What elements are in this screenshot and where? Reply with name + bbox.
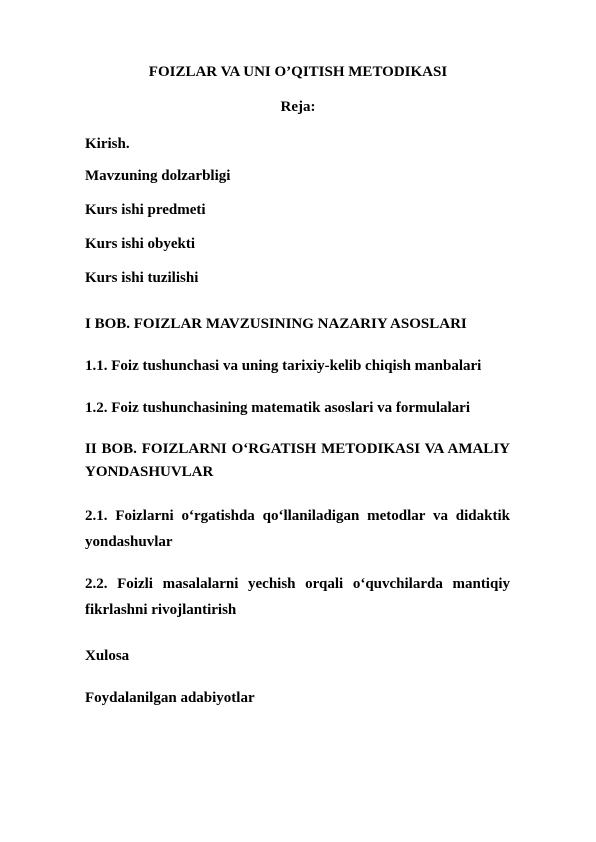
conclusion-item: Xulosa — [85, 648, 130, 664]
plan-item-structure: Kurs ishi tuzilishi — [85, 270, 199, 286]
plan-item-object: Kurs ishi obyekti — [85, 236, 196, 252]
plan-item-subject: Kurs ishi predmeti — [85, 202, 206, 218]
section-2-2-line1: 2.2. Foizli masalalarni yechish orqali o‘quvchilarda mantiqiy — [85, 576, 510, 592]
plan-heading: Reja: — [280, 99, 316, 115]
chapter-2-heading-line1: II BOB. FOIZLARNI O‘RGATISH METODIKASI VA AMALIY — [85, 441, 510, 457]
section-1-2: 1.2. Foiz tushunchasining matematik asoslari va formulalari — [85, 400, 471, 416]
references-item: Foydalanilgan adabiyotlar — [85, 690, 255, 706]
chapter-2-heading-line2: YONDASHUVLAR — [85, 464, 214, 480]
chapter-1-heading: I BOB. FOIZLAR MAVZUSINING NAZARIY ASOSLARI — [85, 316, 467, 332]
section-2-2-line2: fikrlashni rivojlantirish — [85, 602, 237, 618]
plan-item-relevance: Mavzuning dolzarbligi — [85, 168, 231, 184]
plan-item-introduction: Kirish. — [85, 136, 130, 152]
section-2-1-line2: yondashuvlar — [85, 534, 173, 550]
section-2-1-line1: 2.1. Foizlarni o‘rgatishda qo‘llaniladigan metodlar va didaktik — [85, 508, 510, 524]
document-title: FOIZLAR VA UNI O’QITISH METODIKASI — [148, 64, 448, 80]
section-1-1: 1.1. Foiz tushunchasi va uning tarixiy-kelib chiqish manbalari — [85, 358, 482, 374]
